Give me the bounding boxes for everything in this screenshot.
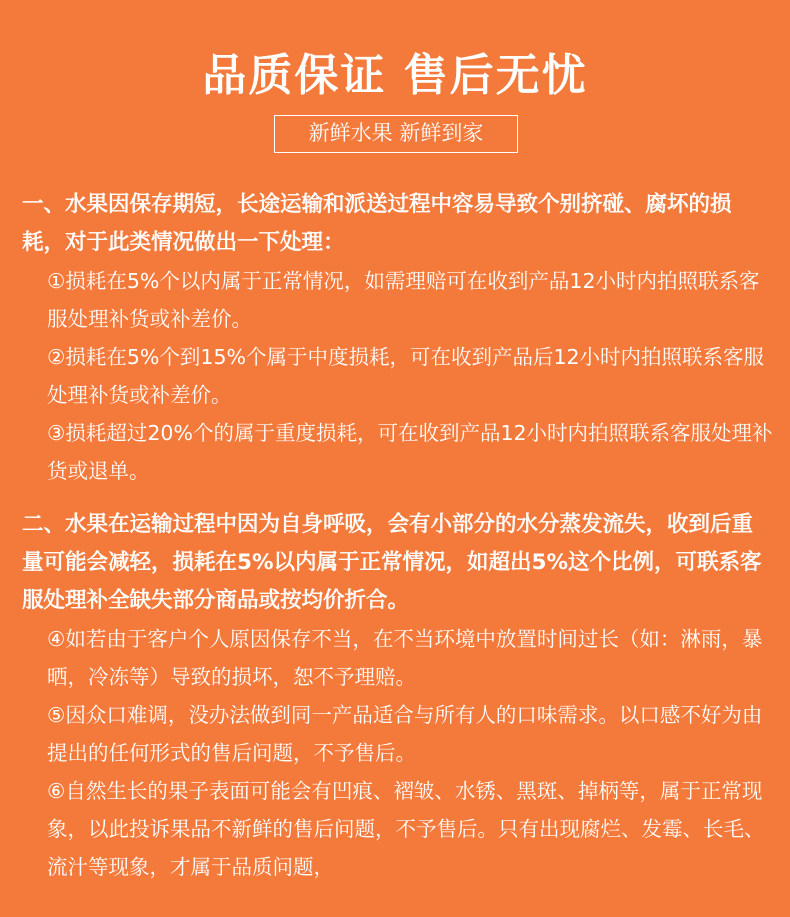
section-heading: 二、水果在运输过程中因为自身呼吸，会有小部分的水分蒸发流失，收到后重量可能会减轻，损耗在5%以内属于正常情况，如超出5%这个比例，可联系客服处理补全缺失部分商品或按均价折合。 (22, 512, 762, 613)
policy-section-damage (22, 186, 774, 490)
section-heading: 一、水果因保存期短，长途运输和派送过程中容易导致个别挤碰、腐坏的损耗，对于此类情况做出一下处理： (22, 192, 732, 255)
page-title: 品质保证 售后无忧 (202, 50, 588, 101)
subtitle-badge: 新鲜水果 新鲜到家 (274, 115, 518, 153)
policy-item-list (22, 262, 774, 490)
policy-item: ④如若由于客户个人原因保存不当，在不当环境中放置时间过长（如：淋雨，暴晒，冷冻等）导致的损坏，恕不予理赔。 (47, 627, 763, 689)
policy-item: ⑥自然生长的果子表面可能会有凹痕、褶皱、水锈、黑斑、掉柄等，属于正常现象，以此投诉果品不新鲜的售后问题，不予售后。只有出现腐烂、发霉、长毛、流汁等现象，才属于品质问题， (47, 779, 765, 879)
policy-section-weight-loss (22, 506, 774, 886)
policy-item: ⑤因众口难调，没办法做到同一产品适合与所有人的口味需求。以口感不好为由提出的任何形式的售后问题，不予售后。 (47, 703, 763, 765)
policy-item-list (22, 620, 774, 886)
policy-item: ①损耗在5%个以内属于正常情况，如需理赔可在收到产品12小时内拍照联系客服处理补货或补差价。 (47, 269, 760, 331)
policy-item: ③损耗超过20%个的属于重度损耗，可在收到产品12小时内拍照联系客服处理补货或退单。 (47, 421, 773, 483)
policy-item: ②损耗在5%个到15%个属于中度损耗，可在收到产品后12小时内拍照联系客服处理补货或补差价。 (47, 345, 765, 407)
